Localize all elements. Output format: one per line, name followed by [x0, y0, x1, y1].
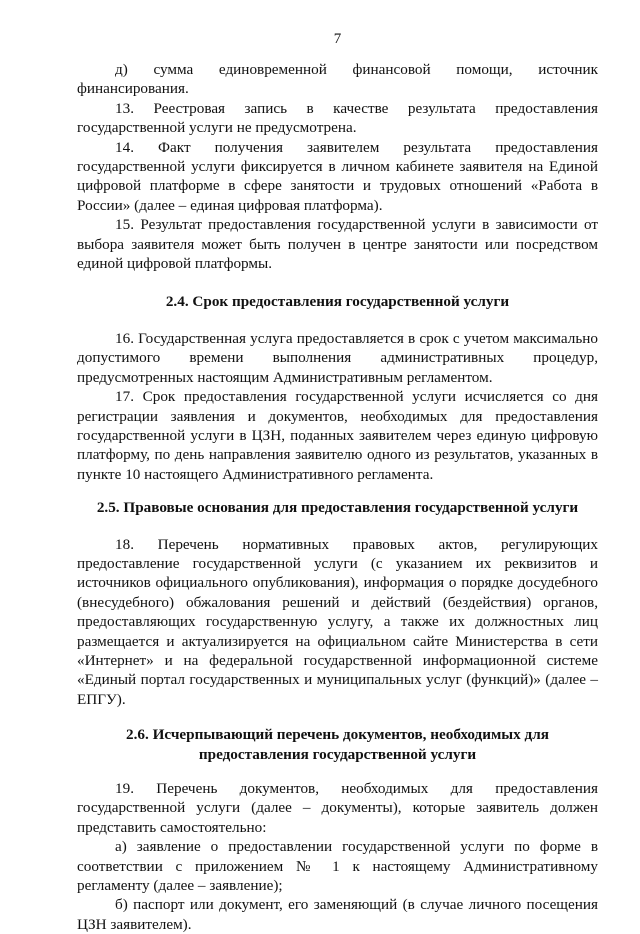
section-2-6-title [77, 725, 598, 764]
paragraph-19-rest: государственной услуги (далее – документы), которые заявитель должен представить самостоятельно: [77, 799, 598, 836]
paragraph-13-rest: государственной услуги не предусмотрена. [77, 119, 357, 137]
list-item-a: а) заявление о предоставлении государственной услуги по форме в соответствии с приложением № 1 к настоящему Административному регламенту (далее – заявление); [77, 838, 598, 895]
section-2-4-title: 2.4. Срок предоставления государственной услуги [165, 293, 510, 311]
paragraph-18-rest: предоставление государственной услуги (с указанием их реквизитов и источников официального опубликования), информация о порядке досудебного (внесудебного) обжалования решений и действий (бездействия) органов, предоставляющих государственную услугу, а также их должностных лиц размещается и актуализируется на официальном сайте Министерства в сети «Интернет» и на федеральной государственной информационной системе «Единый портал государственных и муниципальных услуг (функций)» (далее – ЕПГУ). [77, 554, 598, 708]
section-2-5-title: 2.5. Правовые основания для предоставления государственной услуги [96, 499, 579, 517]
section-2-6-title-line1: 2.6. Исчерпывающий перечень документов, необходимых для [126, 726, 549, 744]
paragraph-16 [77, 329, 598, 387]
list-item-b: б) паспорт или документ, его заменяющий (в случае личного посещения ЦЗН заявителем). [77, 896, 598, 933]
paragraph-16-line1: 16. Государственная услуга предоставляется в срок с учетом максимально [115, 329, 598, 347]
paragraph-17: 17. Срок предоставления государственной услуги исчисляется со дня регистрации заявления и документов, необходимых для предоставления государственной услуги в ЦЗН, поданных заявителем через единую цифровую платформу, по день направления заявителю одного из результатов, указанных в пункте 10 настоящего Административного регламента. [77, 388, 598, 483]
paragraph-14-line1: 14. Факт получения заявителем результата предоставления [115, 138, 598, 156]
paragraph-d-rest: финансирования. [77, 80, 189, 98]
paragraph-13 [77, 99, 598, 138]
paragraph-14-rest: государственной услуги фиксируется в личном кабинете заявителя на Единой цифровой платформе в сфере занятости и трудовых отношений «Работа в России» (далее – единая цифровая платформа). [77, 158, 598, 214]
paragraph-19 [77, 779, 598, 837]
paragraph-13-line1: 13. Реестровая запись в качестве результата предоставления [115, 99, 598, 117]
paragraph-d-line1: д) сумма единовременной финансовой помощи, источник [115, 61, 598, 78]
paragraph-16-rest: предусмотренных настоящим Административным регламентом. [77, 368, 493, 386]
paragraph-18 [77, 535, 598, 710]
paragraph-18-line1: 18. Перечень нормативных правовых актов, регулирующих [115, 535, 598, 553]
section-2-6-title-line2: предоставления государственной услуги [198, 745, 477, 763]
paragraph-15: 15. Результат предоставления государственной услуги в зависимости от выбора заявителя может быть получен в центре занятости или посредством единой цифровой платформы. [77, 216, 598, 273]
page-number: 7 [333, 31, 342, 47]
paragraph-16-line2: допустимого времени выполнения административных процедур, [77, 349, 598, 367]
paragraph-19-line1: 19. Перечень документов, необходимых для предоставления [115, 780, 598, 797]
paragraph-d [77, 60, 598, 99]
paragraph-14 [77, 138, 598, 216]
